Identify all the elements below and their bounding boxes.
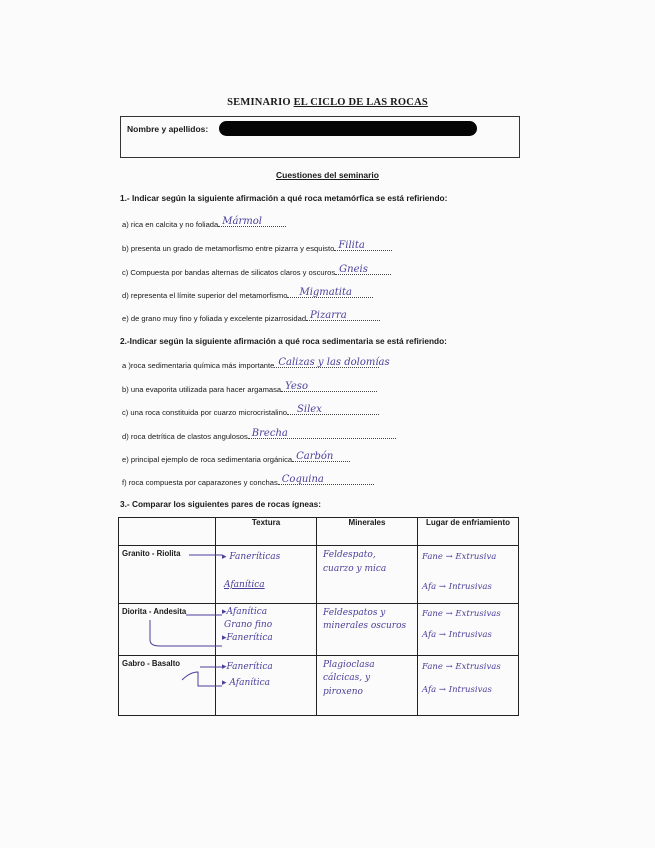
row-label-diorita-andesita: Diorita - Andesita <box>122 607 187 616</box>
q1-answer-b[interactable]: Filita <box>338 240 365 251</box>
q1-item-d: d) representa el límite superior del metamorfismo Migmatita <box>122 289 373 300</box>
q2-item-b: b) una evaporita utilizada para hacer argamasa Yeso <box>122 383 377 394</box>
arrow-right-icon: ▸ <box>222 607 227 617</box>
q2-item-a: a )roca sedimentaria química más importante Calizas y las dolomías <box>122 357 390 370</box>
q2-item-e: e) principal ejemplo de roca sedimentaria orgánica Carbón <box>122 453 350 464</box>
q2-answer-e[interactable]: Carbón <box>296 451 334 462</box>
q1-heading: 1.- Indicar según la siguiente afirmación a qué roca metamórfica se está refiriendo: <box>120 193 448 203</box>
arrow-right-icon: ▸ <box>222 552 227 562</box>
arrow-right-icon: ▸ <box>222 662 227 672</box>
q1-answer-e[interactable]: Pizarra <box>310 310 347 321</box>
q2-answer-b[interactable]: Yeso <box>285 381 308 392</box>
q2-item-f: f) roca compuesta por caparazones y conchas Coquina <box>122 476 374 487</box>
lugar-cell[interactable]: Fane → Extrusivas Afa → Intrusivas <box>418 656 519 716</box>
row-label-gabro-basalto: Gabro - Basalto <box>122 659 181 668</box>
q2-answer-d[interactable]: Brecha <box>251 428 288 439</box>
textura-cell[interactable]: ▸Fanerítica ▸ Afanítica <box>216 656 317 716</box>
lugar-cell[interactable]: Fane → Extrusiva Afa → Intrusivas <box>418 546 519 604</box>
q1-item-e: e) de grano muy fino y foliada y excelente pizarrosidad Pizarra <box>122 312 380 323</box>
q1-answer-d[interactable]: Migmatita <box>299 287 352 298</box>
arrow-right-icon: ▸ <box>222 633 227 643</box>
q1-item-c: c) Compuesta por bandas alternas de silicatos claros y oscuros Gneis <box>122 266 391 277</box>
minerales-cell[interactable]: Feldespatos y minerales oscuros <box>317 604 418 656</box>
table-header-textura: Textura <box>216 518 317 546</box>
q2-item-c: c) una roca constituida por cuarzo microcristalino Silex <box>122 406 379 417</box>
q2-answer-c[interactable]: Silex <box>297 404 322 415</box>
q1-item-a: a) rica en calcita y no foliada Mármol <box>122 218 286 229</box>
q2-heading: 2.-Indicar según la siguiente afirmación a qué roca sedimentaria se está refiriendo: <box>120 336 447 346</box>
q1-item-b: b) presenta un grado de metamorfismo entre pizarra y esquisto Filita <box>122 242 392 253</box>
name-label: Nombre y apellidos: <box>127 124 209 134</box>
table-header-lugar: Lugar de enfriamiento <box>418 518 519 546</box>
table-header-minerales: Minerales <box>317 518 418 546</box>
page-title: SEMINARIO EL CICLO DE LAS ROCAS <box>227 97 428 108</box>
textura-cell[interactable]: ▸Afanítica Grano fino ▸Fanerítica <box>216 604 317 656</box>
arrow-right-icon: ▸ <box>222 678 227 688</box>
q2-answer-f[interactable]: Coquina <box>281 474 324 485</box>
minerales-cell[interactable]: Plagioclasa cálcicas, y piroxeno <box>317 656 418 716</box>
q2-answer-a[interactable]: Calizas y las dolomías <box>278 357 390 368</box>
textura-cell[interactable]: ▸ Faneríticas Afanítica <box>216 546 317 604</box>
row-label-granito-riolita: Granito - Riolita <box>122 549 181 558</box>
section-subtitle: Cuestiones del seminario <box>276 170 379 180</box>
q2-item-d: d) roca detrítica de clastos angulosos Brecha <box>122 430 396 441</box>
minerales-cell[interactable]: Feldespato, cuarzo y mica <box>317 546 418 604</box>
lugar-cell[interactable]: Fane → Extrusivas Afa → Intrusivas <box>418 604 519 656</box>
q1-answer-a[interactable]: Mármol <box>222 216 262 227</box>
q3-heading: 3.- Comparar los siguientes pares de rocas ígneas: <box>120 499 322 509</box>
q1-answer-c[interactable]: Gneis <box>339 264 368 275</box>
